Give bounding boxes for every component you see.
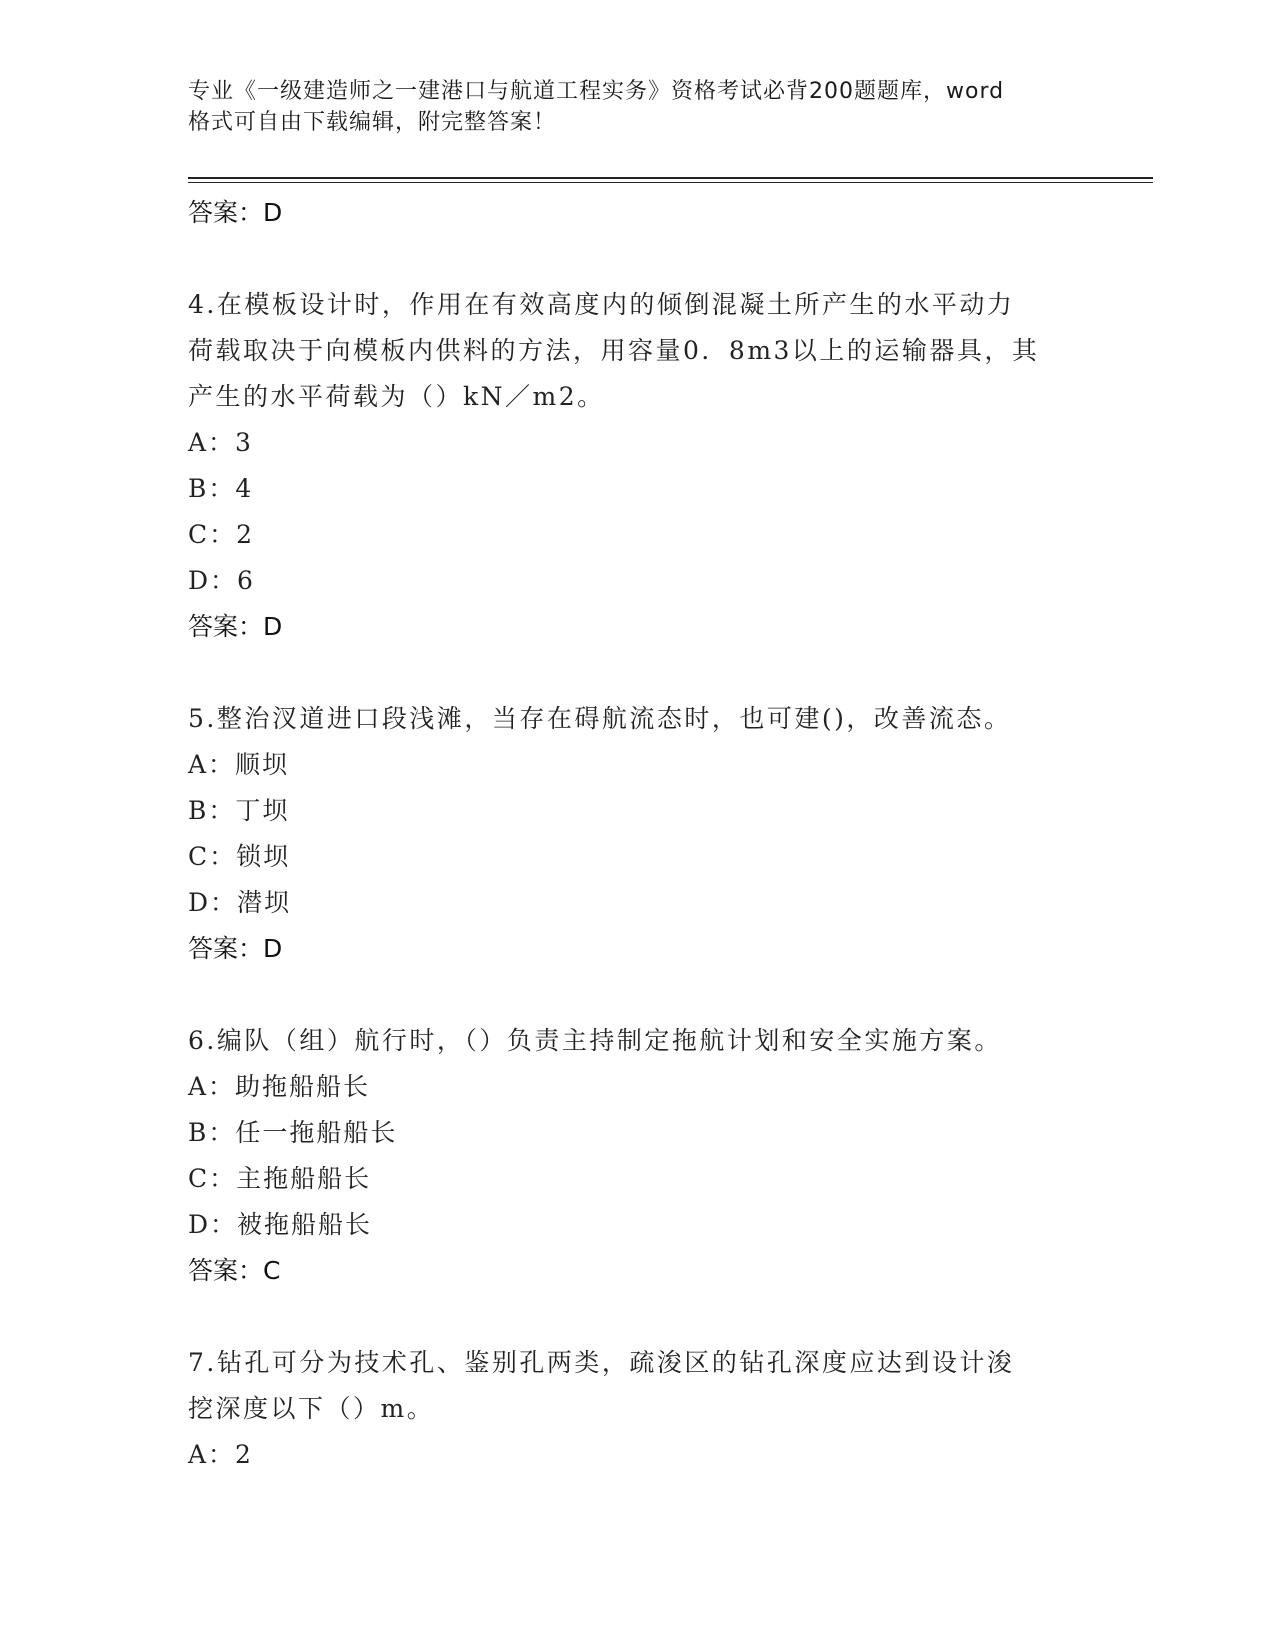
document-body xyxy=(188,190,1088,1478)
question-stem-line: 6.编队（组）航行时，（）负责主持制定拖航计划和安全实施方案。 xyxy=(188,1026,1002,1055)
question-stem-line: 荷载取决于向模板内供料的方法，用容量0．8m3以上的运输器具，其 xyxy=(188,336,1040,365)
question-stem-line: 挖深度以下（）m。 xyxy=(188,1394,435,1423)
header-line-2: 格式可自由下载编辑，附完整答案！ xyxy=(188,110,557,135)
option-c: C：主拖船船长 xyxy=(188,1164,372,1193)
question-6 xyxy=(188,1018,1088,1064)
option-b: B：丁坝 xyxy=(188,796,290,825)
answer-label: 答案：D xyxy=(188,198,283,227)
question-7 xyxy=(188,1340,1088,1432)
header-rule-thick xyxy=(188,177,1153,179)
question-stem-line: 7.钻孔可分为技术孔、鉴别孔两类，疏浚区的钻孔深度应达到设计浚 xyxy=(188,1348,1015,1377)
answer-label: 答案：C xyxy=(188,1256,281,1285)
option-b: B：任一拖船船长 xyxy=(188,1118,398,1147)
option-d: D：6 xyxy=(188,566,255,595)
option-b: B：4 xyxy=(188,474,254,503)
header-rule-thin xyxy=(188,182,1153,183)
question-stem-line: 4.在模板设计时，作用在有效高度内的倾倒混凝土所产生的水平动力 xyxy=(188,290,1015,319)
question-stem-line: 5.整治汊道进口段浅滩，当存在碍航流态时，也可建()，改善流态。 xyxy=(188,704,1012,733)
option-c: C：2 xyxy=(188,520,255,549)
document-header xyxy=(188,76,1068,138)
option-a: A：3 xyxy=(188,428,253,457)
option-d: D：潜坝 xyxy=(188,888,292,917)
answer-label: 答案：D xyxy=(188,934,283,963)
answer-label: 答案：D xyxy=(188,612,283,641)
header-line-1: 专业《一级建造师之一建港口与航道工程实务》资格考试必背200题题库，word xyxy=(188,79,1005,104)
question-4 xyxy=(188,282,1088,420)
question-stem-line: 产生的水平荷载为（）kN／m2。 xyxy=(188,382,605,411)
option-c: C：锁坝 xyxy=(188,842,291,871)
question-5 xyxy=(188,696,1088,742)
option-a: A：2 xyxy=(188,1440,253,1469)
option-d: D：被拖船船长 xyxy=(188,1210,373,1239)
option-a: A：助拖船船长 xyxy=(188,1072,371,1101)
option-a: A：顺坝 xyxy=(188,750,290,779)
